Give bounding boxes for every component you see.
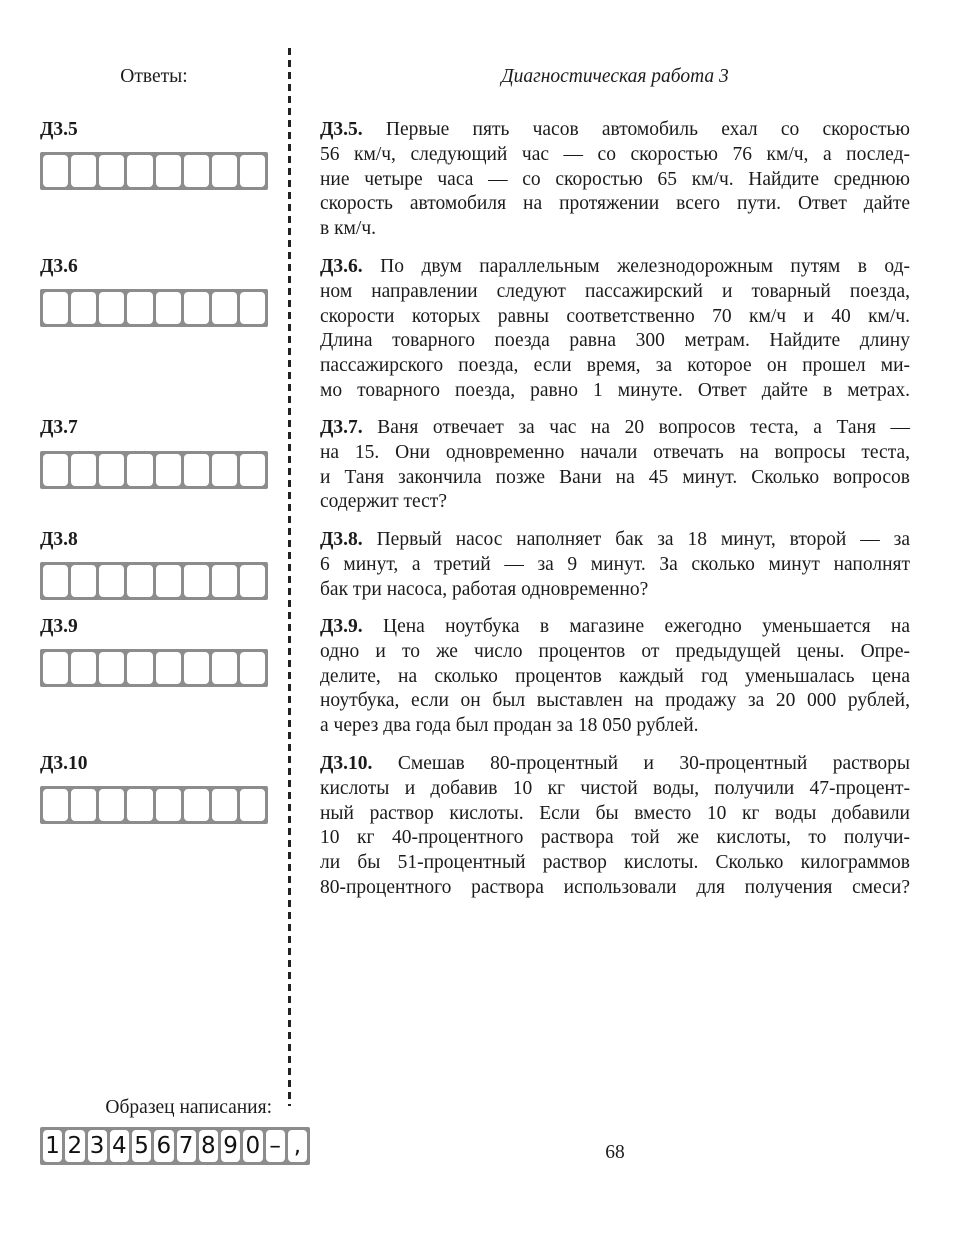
problem-d3-9 [320, 615, 910, 739]
answer-cell [212, 652, 237, 684]
answer-box-d3-9 [40, 649, 268, 687]
problem-number: Д3.5. [320, 119, 363, 140]
answer-cell [99, 155, 124, 187]
problem-d3-5 [320, 118, 910, 242]
sample-char: – [266, 1130, 285, 1162]
problem-text-line: на 15. Они одновременно начали отвечать на вопросы теста, [320, 441, 910, 463]
sample-writing-row [40, 1127, 310, 1165]
answer-cell [156, 789, 181, 821]
answer-box-d3-8 [40, 562, 268, 600]
problem-text-line: 56 км/ч, следующий час — со скоростью 76 км/ч, а послед- [320, 143, 910, 165]
answer-cell [127, 155, 152, 187]
answer-cell [43, 565, 68, 597]
problem-text-line: бак три насоса, работая одновременно? [320, 578, 649, 600]
answer-cell [240, 565, 265, 597]
problem-text: Ваня отвечает за час на 20 вопросов теста, а Таня — [377, 417, 910, 438]
problem-text-line: 10 кг 40-процентного раствора той же кислоты, то получи- [320, 827, 910, 849]
problem-d3-6 [320, 255, 910, 404]
answer-cell [240, 292, 265, 324]
problem-text-line: делите, на сколько процентов каждый год уменьшалась цена [320, 665, 910, 687]
answers-heading: Ответы: [120, 66, 188, 87]
problem-text-line [320, 752, 910, 777]
answer-cell [156, 565, 181, 597]
problem-text-line: одно и то же число процентов от предыдущей цены. Опре- [320, 640, 910, 662]
answer-cell [212, 155, 237, 187]
answer-cell [240, 454, 265, 486]
answer-cell [127, 565, 152, 597]
answer-cell [240, 652, 265, 684]
problem-number: Д3.8. [320, 529, 363, 550]
answer-cell [184, 454, 209, 486]
sample-char: 4 [110, 1130, 129, 1162]
problem-number: Д3.7. [320, 417, 363, 438]
answer-cell [99, 565, 124, 597]
page-title: Диагностическая работа 3 [501, 66, 729, 87]
problem-text-line: а через два года был продан за 18 050 рублей. [320, 715, 699, 737]
problem-text-line: ноутбука, если он был выставлен на продажу за 20 000 рублей, [320, 690, 910, 712]
answer-cell [184, 565, 209, 597]
problem-text-line: в км/ч. [320, 218, 376, 240]
answer-cell [43, 155, 68, 187]
answer-cell [184, 652, 209, 684]
sample-char: 5 [132, 1130, 151, 1162]
problem-text-line: ние четыре часа — со скоростью 65 км/ч. Найдите среднюю [320, 168, 910, 190]
answer-label-d3-5: Д3.5 [40, 119, 78, 140]
problem-text: Первый насос наполняет бак за 18 минут, второй — за [376, 529, 910, 550]
answer-cell [212, 789, 237, 821]
answer-cell [184, 292, 209, 324]
sample-char: 9 [221, 1130, 240, 1162]
problem-text-line: пассажирского поезда, если время, за которое он прошел ми- [320, 355, 910, 377]
answer-cell [71, 565, 96, 597]
answer-cell [212, 565, 237, 597]
answer-cell [71, 155, 96, 187]
answer-cell [184, 789, 209, 821]
problem-text-line [320, 118, 910, 143]
answer-cell [43, 652, 68, 684]
answer-label-d3-6: Д3.6 [40, 256, 78, 277]
answer-box-d3-5 [40, 152, 268, 190]
sample-char: 3 [88, 1130, 107, 1162]
answer-box-d3-6 [40, 289, 268, 327]
answer-cell [71, 789, 96, 821]
sample-char: 1 [43, 1130, 62, 1162]
answer-label-d3-10: Д3.10 [40, 753, 88, 774]
answer-cell [71, 454, 96, 486]
problem-text-line: Длина товарного поезда равна 300 метрам. Найдите длину [320, 330, 910, 352]
problem-text-line: 6 минут, а третий — за 9 минут. За сколько минут наполнят [320, 553, 910, 575]
answer-cell [99, 652, 124, 684]
sample-char: , [288, 1130, 307, 1162]
problem-text-line: 80-процентного раствора использовали для получения смеси? [320, 876, 910, 898]
problem-text-line: ном направлении следуют пассажирский и товарный поезда, [320, 280, 910, 302]
problem-text-line [320, 615, 910, 640]
answer-cell [184, 155, 209, 187]
answer-cell [99, 454, 124, 486]
answer-cell [43, 292, 68, 324]
dashed-cut-line [288, 48, 291, 1106]
sample-char: 2 [65, 1130, 84, 1162]
answer-cell [43, 454, 68, 486]
sample-char: 0 [243, 1130, 262, 1162]
problem-text: По двум параллельным железнодорожным путям в од- [380, 256, 910, 277]
problem-text-line: ный раствор кислоты. Если бы вместо 10 кг воды добавили [320, 802, 910, 824]
problem-text-line: ли бы 51-процентный раствор кислоты. Сколько килограммов [320, 852, 910, 874]
problem-text-line: скорость автомобиля на протяжении всего пути. Ответ дайте [320, 193, 910, 215]
answer-cell [156, 292, 181, 324]
problem-text-line [320, 528, 910, 553]
problem-number: Д3.6. [320, 256, 363, 277]
answer-label-d3-8: Д3.8 [40, 529, 78, 550]
sample-char: 7 [177, 1130, 196, 1162]
answer-cell [212, 292, 237, 324]
problem-d3-10 [320, 752, 910, 901]
sample-writing-label: Образец написания: [105, 1097, 272, 1118]
answer-cell [99, 789, 124, 821]
answer-cell [43, 789, 68, 821]
problem-number: Д3.9. [320, 616, 363, 637]
answer-cell [156, 454, 181, 486]
answer-label-d3-7: Д3.7 [40, 417, 78, 438]
answer-cell [240, 789, 265, 821]
problem-d3-7 [320, 416, 910, 515]
answer-cell [156, 652, 181, 684]
problem-text: Смешав 80-процентный и 30-процентный растворы [397, 753, 910, 774]
problem-text-line: скорости которых равны соответственно 70 км/ч и 40 км/ч. [320, 305, 910, 327]
answer-box-d3-10 [40, 786, 268, 824]
problem-d3-8 [320, 528, 910, 602]
problem-text-line: и Таня закончила позже Вани на 45 минут. Сколько вопросов [320, 466, 910, 488]
answer-cell [127, 789, 152, 821]
answer-cell [99, 292, 124, 324]
answer-label-d3-9: Д3.9 [40, 616, 78, 637]
problem-text-line [320, 255, 910, 280]
answer-cell [156, 155, 181, 187]
answer-cell [71, 652, 96, 684]
problem-text-line: кислоты и добавив 10 кг чистой воды, получили 47-процент- [320, 777, 910, 799]
answer-cell [127, 292, 152, 324]
answer-cell [127, 652, 152, 684]
sample-char: 8 [199, 1130, 218, 1162]
problem-text-line: мо товарного поезда, равно 1 минуте. Ответ дайте в метрах. [320, 379, 910, 401]
problem-number: Д3.10. [320, 753, 373, 774]
answer-cell [127, 454, 152, 486]
problem-text: Первые пять часов автомобиль ехал со скоростью [385, 119, 910, 140]
problem-text-line: содержит тест? [320, 491, 447, 513]
answer-box-d3-7 [40, 451, 268, 489]
sample-char: 6 [154, 1130, 173, 1162]
answer-cell [240, 155, 265, 187]
page-number: 68 [605, 1142, 625, 1163]
answer-cell [212, 454, 237, 486]
problem-text: Цена ноутбука в магазине ежегодно уменьшается на [382, 616, 910, 637]
answer-cell [71, 292, 96, 324]
problem-text-line [320, 416, 910, 441]
